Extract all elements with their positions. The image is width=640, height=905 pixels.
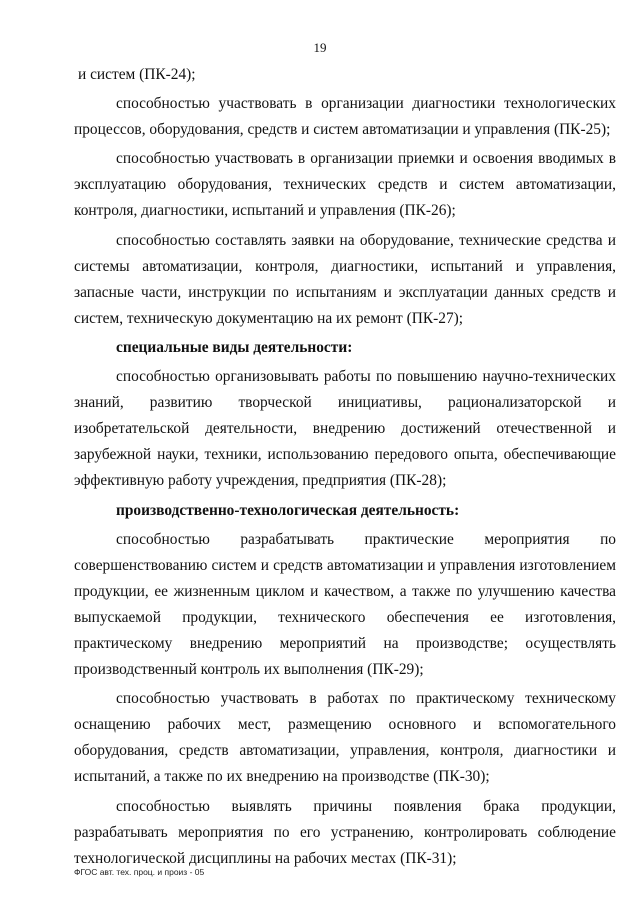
page-number: 19 (313, 40, 327, 55)
paragraph: способностью выявлять причины появления брака продукции, разрабатывать мероприятия по его устранению, контролировать соблюдение технологической дисциплины на рабочих местах (ПК-31); (74, 797, 616, 867)
paragraph: способностью разрабатывать практические мероприятия по совершенствованию систем и средств автоматизации и управления изготовлением продукции, ее жизненным циклом и качеством, а также по улучшению качества выпускаемой продукции, технического обеспечения ее изготовления, практическому внедрению мероприятий на производстве; осуществлять производственный контроль их выполнения (ПК-29); (74, 530, 616, 679)
paragraph: и систем (ПК-24); (78, 66, 196, 83)
section-heading: специальные виды деятельности: (116, 338, 353, 356)
document-body (74, 62, 616, 875)
paragraph: способностью участвовать в организации приемки и освоения вводимых в эксплуатацию оборудования, технических средств и систем автоматизации, контроля, диагностики, испытаний и управления (ПК-26); (74, 150, 616, 220)
paragraph: способностью организовывать работы по повышению научно-технических знаний, развитию творческой инициативы, рационализаторской и изобретательской деятельности, внедрению достижений отечественной и зарубежной науки, техники, использованию передового опыта, обеспечивающие эффективную работу учреждения, предприятия (ПК-28); (74, 368, 616, 490)
section-heading: производственно-технологическая деятельность: (116, 501, 460, 519)
footer-note: ФГОС авт. тех. проц. и произ - 05 (74, 867, 205, 877)
paragraph: способностью участвовать в организации диагностики технологических процессов, оборудования, средств и систем автоматизации и управления (ПК-25); (74, 95, 616, 139)
paragraph: способностью составлять заявки на оборудование, технические средства и системы автоматизации, контроля, диагностики, испытаний и управления, запасные части, инструкции по испытаниям и эксплуатации данных средств и систем, техническую документацию на их ремонт (ПК-27); (74, 231, 616, 327)
paragraph: способностью участвовать в работах по практическому техническому оснащению рабочих мест, размещению основного и вспомогательного оборудования, средств автоматизации, управления, контроля, диагностики и испытаний, а также по их внедрению на производстве (ПК-30); (74, 690, 616, 786)
